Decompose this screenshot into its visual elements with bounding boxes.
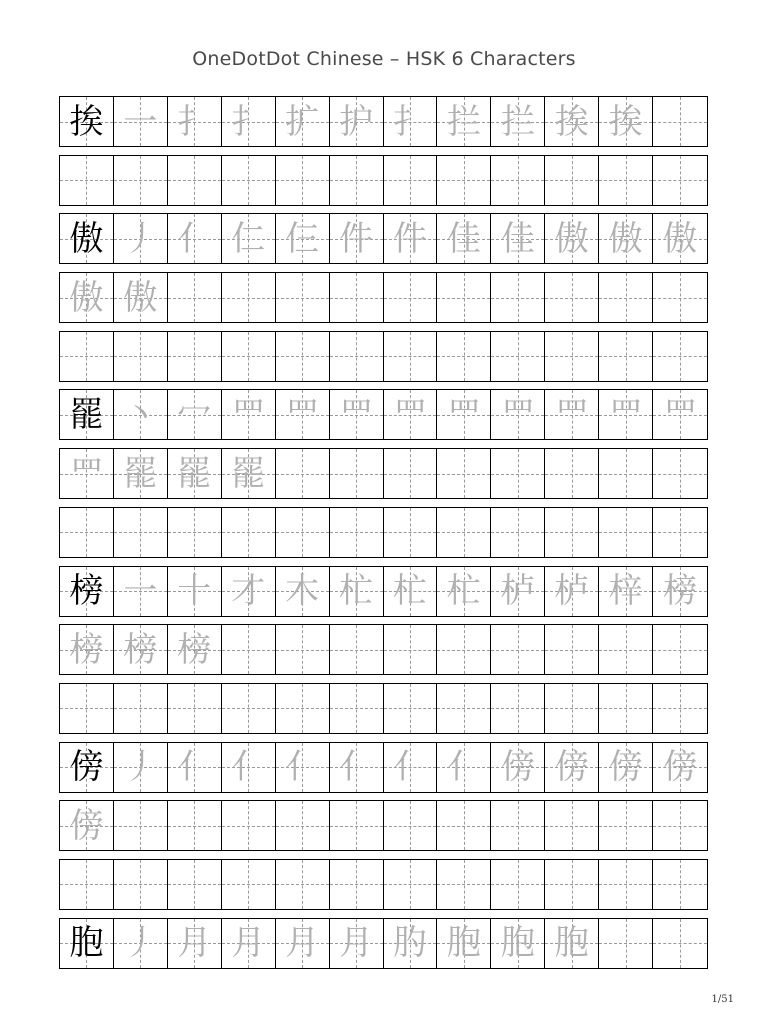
trace-character: 傍 bbox=[554, 747, 589, 788]
grid-cell bbox=[330, 860, 384, 909]
grid-cell bbox=[653, 743, 707, 792]
trace-character: 佳 bbox=[500, 218, 535, 259]
grid-cell bbox=[545, 97, 599, 146]
grid-cell bbox=[384, 743, 438, 792]
trace-character: 扌 bbox=[177, 101, 212, 142]
trace-character: 傍 bbox=[663, 747, 698, 788]
trace-character: 仨 bbox=[285, 218, 320, 259]
trace-character: 扌 bbox=[231, 101, 266, 142]
model-character: 胞 bbox=[69, 923, 104, 964]
grid-cell bbox=[384, 508, 438, 557]
grid-cell bbox=[168, 684, 222, 733]
grid-cell bbox=[276, 625, 330, 674]
grid-cell bbox=[276, 801, 330, 850]
grid-cell bbox=[222, 332, 276, 381]
grid-cell bbox=[60, 684, 114, 733]
grid-cell bbox=[384, 449, 438, 498]
trace-character: 月 bbox=[285, 923, 320, 964]
practice-row bbox=[59, 566, 708, 617]
grid-cell bbox=[168, 743, 222, 792]
grid-cell bbox=[168, 801, 222, 850]
grid-cell bbox=[653, 860, 707, 909]
trace-character: 胞 bbox=[500, 923, 535, 964]
grid-cell bbox=[491, 214, 545, 263]
trace-character: 杧 bbox=[446, 571, 481, 611]
grid-cell bbox=[653, 214, 707, 263]
trace-character: 傲 bbox=[663, 218, 698, 259]
trace-character: 榜 bbox=[663, 571, 698, 611]
grid-cell bbox=[545, 390, 599, 439]
grid-cell bbox=[599, 860, 653, 909]
grid-cell bbox=[114, 214, 168, 263]
trace-character: 十 bbox=[177, 571, 212, 611]
grid-cell bbox=[491, 508, 545, 557]
practice-row bbox=[59, 272, 708, 323]
grid-cell bbox=[599, 919, 653, 968]
trace-character: 挨 bbox=[608, 101, 643, 142]
trace-character: 件 bbox=[339, 218, 374, 259]
grid-cell bbox=[60, 625, 114, 674]
trace-character: 罒 bbox=[554, 394, 589, 435]
grid-cell bbox=[330, 97, 384, 146]
grid-cell bbox=[491, 332, 545, 381]
grid-cell bbox=[545, 567, 599, 616]
model-character: 傲 bbox=[69, 218, 104, 259]
grid-cell bbox=[545, 156, 599, 205]
grid-cell bbox=[599, 449, 653, 498]
grid-cell bbox=[276, 214, 330, 263]
grid-cell bbox=[60, 508, 114, 557]
grid-cell bbox=[491, 684, 545, 733]
grid-cell bbox=[60, 214, 114, 263]
grid-cell bbox=[168, 97, 222, 146]
grid-cell bbox=[599, 567, 653, 616]
page-title: OneDotDot Chinese – HSK 6 Characters bbox=[192, 48, 576, 70]
trace-character: 亻 bbox=[446, 747, 481, 788]
grid-cell bbox=[330, 332, 384, 381]
model-character: 傍 bbox=[69, 747, 104, 788]
grid-cell bbox=[437, 684, 491, 733]
trace-character: 罒 bbox=[339, 394, 374, 435]
grid-cell bbox=[114, 449, 168, 498]
grid-cell bbox=[222, 919, 276, 968]
grid-cell bbox=[276, 449, 330, 498]
grid-cell bbox=[491, 449, 545, 498]
grid-cell bbox=[384, 625, 438, 674]
grid-cell bbox=[384, 684, 438, 733]
trace-character: 罒 bbox=[663, 394, 698, 435]
trace-character: 罒 bbox=[392, 394, 427, 435]
trace-character: 傍 bbox=[69, 805, 104, 846]
grid-cell bbox=[60, 332, 114, 381]
trace-character: 才 bbox=[231, 571, 266, 611]
trace-character: 件 bbox=[392, 218, 427, 259]
trace-character: 月 bbox=[231, 923, 266, 964]
trace-character: 傍 bbox=[608, 747, 643, 788]
grid-cell bbox=[276, 156, 330, 205]
trace-character: 榜 bbox=[123, 629, 158, 670]
grid-cell bbox=[599, 801, 653, 850]
grid-cell bbox=[653, 332, 707, 381]
grid-cell bbox=[545, 449, 599, 498]
grid-cell bbox=[653, 625, 707, 674]
grid-cell bbox=[437, 332, 491, 381]
grid-cell bbox=[545, 860, 599, 909]
trace-character: 傲 bbox=[69, 277, 104, 318]
grid-cell bbox=[168, 332, 222, 381]
grid-cell bbox=[491, 625, 545, 674]
trace-character: 榜 bbox=[177, 629, 212, 670]
trace-character: 护 bbox=[339, 101, 374, 142]
grid-cell bbox=[653, 390, 707, 439]
grid-cell bbox=[60, 449, 114, 498]
grid-cell bbox=[168, 508, 222, 557]
grid-cell bbox=[599, 273, 653, 322]
grid-cell bbox=[276, 273, 330, 322]
grid-cell bbox=[491, 97, 545, 146]
trace-character: 月 bbox=[339, 923, 374, 964]
grid-cell bbox=[330, 273, 384, 322]
trace-character: 榜 bbox=[69, 629, 104, 670]
grid-cell bbox=[60, 919, 114, 968]
practice-row bbox=[59, 507, 708, 558]
trace-character: 杧 bbox=[339, 571, 374, 611]
trace-character: 罒 bbox=[69, 453, 104, 494]
grid-cell bbox=[222, 449, 276, 498]
grid-cell bbox=[599, 332, 653, 381]
grid-cell bbox=[330, 156, 384, 205]
grid-cell bbox=[168, 273, 222, 322]
grid-cell bbox=[653, 919, 707, 968]
grid-cell bbox=[222, 273, 276, 322]
practice-row bbox=[59, 448, 708, 499]
grid-cell bbox=[384, 390, 438, 439]
grid-cell bbox=[653, 684, 707, 733]
grid-cell bbox=[437, 273, 491, 322]
grid-cell bbox=[222, 801, 276, 850]
practice-row bbox=[59, 389, 708, 440]
grid-cell bbox=[545, 684, 599, 733]
grid-cell bbox=[330, 508, 384, 557]
trace-character: 罷 bbox=[123, 453, 158, 494]
grid-cell bbox=[384, 214, 438, 263]
grid-cell bbox=[276, 332, 330, 381]
grid-cell bbox=[222, 860, 276, 909]
trace-character: 傲 bbox=[554, 218, 589, 259]
trace-character: 佳 bbox=[446, 218, 481, 259]
practice-row bbox=[59, 155, 708, 206]
trace-character: 罒 bbox=[231, 394, 266, 435]
grid-cell bbox=[222, 567, 276, 616]
grid-cell bbox=[653, 449, 707, 498]
grid-cell bbox=[222, 97, 276, 146]
grid-cell bbox=[60, 801, 114, 850]
trace-character: 亻 bbox=[392, 747, 427, 788]
grid-cell bbox=[114, 625, 168, 674]
grid-cell bbox=[222, 214, 276, 263]
trace-character: 拦 bbox=[500, 101, 535, 142]
trace-character: 杧 bbox=[392, 571, 427, 611]
grid-cell bbox=[60, 860, 114, 909]
grid-cell bbox=[60, 743, 114, 792]
grid-cell bbox=[653, 567, 707, 616]
grid-cell bbox=[330, 214, 384, 263]
grid-cell bbox=[437, 919, 491, 968]
grid-cell bbox=[222, 625, 276, 674]
grid-cell bbox=[60, 567, 114, 616]
grid-cell bbox=[114, 919, 168, 968]
trace-character: 亻 bbox=[177, 218, 212, 259]
grid-cell bbox=[168, 156, 222, 205]
grid-cell bbox=[653, 97, 707, 146]
grid-cell bbox=[168, 860, 222, 909]
grid-cell bbox=[114, 273, 168, 322]
trace-character: 仁 bbox=[231, 218, 266, 259]
grid-cell bbox=[114, 860, 168, 909]
grid-cell bbox=[330, 625, 384, 674]
grid-cell bbox=[168, 390, 222, 439]
grid-cell bbox=[276, 508, 330, 557]
model-character: 挨 bbox=[69, 101, 104, 142]
trace-character: 罒 bbox=[500, 394, 535, 435]
grid-cell bbox=[222, 743, 276, 792]
trace-character: 扌 bbox=[392, 101, 427, 142]
grid-cell bbox=[60, 390, 114, 439]
grid-cell bbox=[222, 390, 276, 439]
grid-cell bbox=[437, 743, 491, 792]
grid-cell bbox=[114, 684, 168, 733]
grid-cell bbox=[545, 332, 599, 381]
grid-cell bbox=[330, 449, 384, 498]
trace-character: 罒 bbox=[608, 394, 643, 435]
grid-cell bbox=[491, 156, 545, 205]
grid-cell bbox=[599, 684, 653, 733]
grid-cell bbox=[60, 156, 114, 205]
grid-cell bbox=[491, 390, 545, 439]
grid-cell bbox=[384, 567, 438, 616]
trace-character: 一 bbox=[123, 571, 158, 611]
grid-cell bbox=[437, 508, 491, 557]
grid-cell bbox=[60, 97, 114, 146]
practice-row bbox=[59, 96, 708, 147]
grid-cell bbox=[599, 743, 653, 792]
grid-cell bbox=[114, 508, 168, 557]
grid-cell bbox=[276, 684, 330, 733]
grid-cell bbox=[384, 156, 438, 205]
trace-character: 亻 bbox=[285, 747, 320, 788]
grid-cell bbox=[222, 684, 276, 733]
grid-cell bbox=[599, 214, 653, 263]
trace-character: 傲 bbox=[608, 218, 643, 259]
trace-character: 栌 bbox=[554, 571, 589, 611]
trace-character: 栌 bbox=[500, 571, 535, 611]
grid-cell bbox=[222, 156, 276, 205]
grid-cell bbox=[168, 567, 222, 616]
trace-character: 月 bbox=[177, 923, 212, 964]
grid-cell bbox=[545, 625, 599, 674]
grid-cell bbox=[545, 214, 599, 263]
grid-cell bbox=[276, 567, 330, 616]
practice-row bbox=[59, 800, 708, 851]
grid-cell bbox=[168, 625, 222, 674]
grid-cell bbox=[114, 97, 168, 146]
grid-cell bbox=[437, 97, 491, 146]
grid-cell bbox=[491, 919, 545, 968]
grid-cell bbox=[330, 684, 384, 733]
trace-character: 挨 bbox=[554, 101, 589, 142]
grid-cell bbox=[491, 743, 545, 792]
grid-cell bbox=[384, 332, 438, 381]
trace-character: 罷 bbox=[177, 453, 212, 494]
grid-cell bbox=[60, 273, 114, 322]
grid-cell bbox=[599, 390, 653, 439]
model-character: 榜 bbox=[69, 571, 104, 611]
grid-cell bbox=[330, 567, 384, 616]
trace-character: 亻 bbox=[339, 747, 374, 788]
grid-cell bbox=[384, 273, 438, 322]
page-number: 1/51 bbox=[711, 994, 734, 1005]
grid-cell bbox=[437, 390, 491, 439]
grid-cell bbox=[276, 860, 330, 909]
grid-cell bbox=[330, 743, 384, 792]
trace-character: 亻 bbox=[177, 747, 212, 788]
trace-character: 梓 bbox=[608, 571, 643, 611]
grid-cell bbox=[276, 743, 330, 792]
trace-character: 丿 bbox=[123, 218, 158, 259]
grid-cell bbox=[599, 625, 653, 674]
grid-cell bbox=[491, 273, 545, 322]
grid-cell bbox=[437, 860, 491, 909]
grid-cell bbox=[491, 567, 545, 616]
grid-cell bbox=[545, 508, 599, 557]
grid-cell bbox=[653, 273, 707, 322]
trace-character: 罒 bbox=[285, 394, 320, 435]
grid-cell bbox=[330, 801, 384, 850]
grid-cell bbox=[168, 919, 222, 968]
grid-cell bbox=[437, 214, 491, 263]
grid-cell bbox=[384, 801, 438, 850]
grid-cell bbox=[653, 508, 707, 557]
grid-cell bbox=[599, 156, 653, 205]
grid-cell bbox=[437, 625, 491, 674]
trace-character: 拦 bbox=[446, 101, 481, 142]
trace-character: 丶 bbox=[123, 394, 158, 435]
grid-cell bbox=[437, 156, 491, 205]
trace-character: 罷 bbox=[231, 453, 266, 494]
grid-cell bbox=[545, 273, 599, 322]
model-character: 罷 bbox=[69, 394, 104, 435]
practice-row bbox=[59, 918, 708, 969]
trace-character: 傲 bbox=[123, 277, 158, 318]
trace-character: 木 bbox=[285, 571, 320, 611]
grid-cell bbox=[491, 801, 545, 850]
practice-row bbox=[59, 213, 708, 264]
grid-cell bbox=[114, 743, 168, 792]
trace-character: 傍 bbox=[500, 747, 535, 788]
grid-cell bbox=[168, 214, 222, 263]
trace-character: 一 bbox=[123, 101, 158, 142]
grid-cell bbox=[114, 332, 168, 381]
trace-character: 冖 bbox=[177, 394, 212, 435]
grid-cell bbox=[276, 97, 330, 146]
practice-row bbox=[59, 683, 708, 734]
grid-cell bbox=[168, 449, 222, 498]
trace-character: 肑 bbox=[392, 923, 427, 964]
grid-cell bbox=[330, 390, 384, 439]
grid-cell bbox=[437, 567, 491, 616]
grid-cell bbox=[653, 156, 707, 205]
trace-character: 罒 bbox=[446, 394, 481, 435]
practice-row bbox=[59, 859, 708, 910]
grid-cell bbox=[330, 919, 384, 968]
grid-cell bbox=[653, 801, 707, 850]
trace-character: 胞 bbox=[554, 923, 589, 964]
grid-cell bbox=[384, 860, 438, 909]
trace-character: 亻 bbox=[231, 747, 266, 788]
grid-cell bbox=[384, 97, 438, 146]
trace-character: 胞 bbox=[446, 923, 481, 964]
practice-grid bbox=[59, 96, 708, 976]
grid-cell bbox=[114, 156, 168, 205]
trace-character: 丿 bbox=[123, 747, 158, 788]
practice-row bbox=[59, 742, 708, 793]
grid-cell bbox=[437, 801, 491, 850]
grid-cell bbox=[384, 919, 438, 968]
grid-cell bbox=[114, 390, 168, 439]
trace-character: 丿 bbox=[123, 923, 158, 964]
trace-character: 扩 bbox=[285, 101, 320, 142]
grid-cell bbox=[599, 97, 653, 146]
grid-cell bbox=[114, 801, 168, 850]
grid-cell bbox=[114, 567, 168, 616]
grid-cell bbox=[276, 919, 330, 968]
grid-cell bbox=[599, 508, 653, 557]
practice-row bbox=[59, 624, 708, 675]
practice-row bbox=[59, 331, 708, 382]
grid-cell bbox=[545, 801, 599, 850]
grid-cell bbox=[545, 919, 599, 968]
grid-cell bbox=[437, 449, 491, 498]
grid-cell bbox=[491, 860, 545, 909]
grid-cell bbox=[276, 390, 330, 439]
grid-cell bbox=[545, 743, 599, 792]
grid-cell bbox=[222, 508, 276, 557]
